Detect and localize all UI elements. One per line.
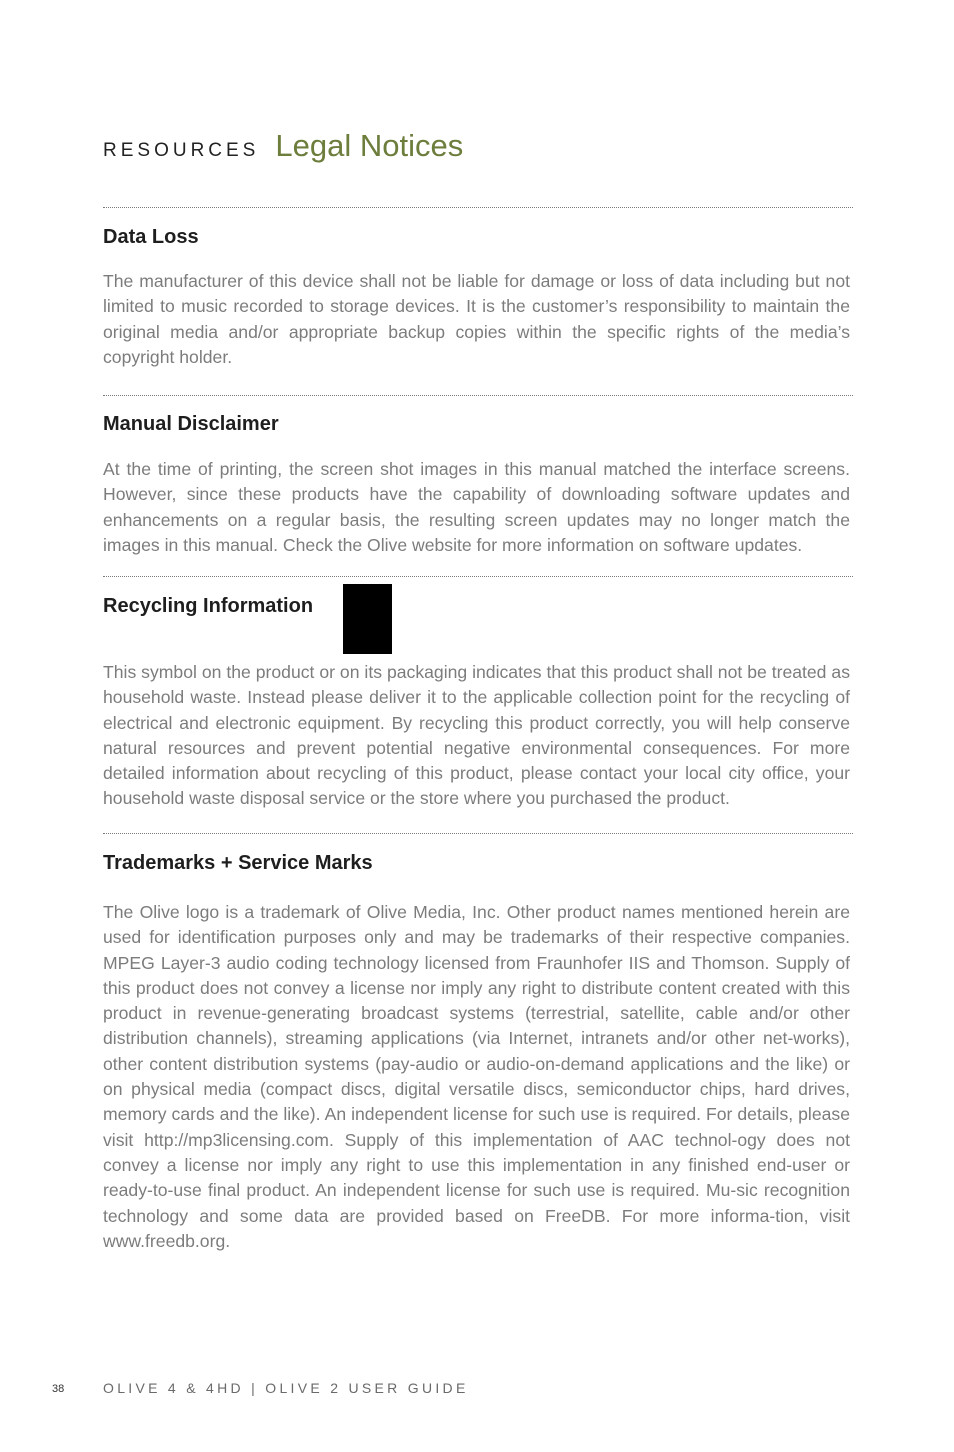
page-title: Legal Notices: [275, 128, 464, 163]
section-body-recycling: This symbol on the product or on its packaging indicates that this product shall not be treated as household waste. Instead please deliver it to the applicable collection point for the recycling of electrical and electronic equipment. By recycling this product correctly, you will help conserve natural resources and prevent potential negative environmental consequences. For more detailed information about recycling of this product, please contact your local city office, your household waste disposal service or the store where you purchased the product.: [103, 662, 850, 809]
section-title-trademarks: Trademarks + Service Marks: [103, 852, 373, 874]
page-number: 38: [52, 1383, 65, 1395]
page-header: [103, 128, 463, 164]
footer-guide-title: OLIVE 4 & 4HD | OLIVE 2 USER GUIDE: [103, 1380, 469, 1396]
section-body-manual-disclaimer: At the time of printing, the screen shot images in this manual matched the interface screens. However, since these products have the capability of downloading software updates and enhancements on a regular basis, the resulting screen updates may no longer match the images in this manual. Check the Olive website for more information on software updates.: [103, 459, 850, 555]
section-eyebrow: RESOURCES: [103, 140, 260, 161]
divider: [103, 576, 853, 577]
section-title-data-loss: Data Loss: [103, 226, 199, 248]
weee-crossed-bin-icon: [343, 584, 392, 654]
section-title-manual-disclaimer: Manual Disclaimer: [103, 413, 279, 435]
section-body-data-loss: The manufacturer of this device shall not be liable for damage or loss of data including but not limited to music recorded to storage devices. It is the customer’s responsibility to maintain the original media and/or appropriate backup copies within the specific rights of the media’s copyright holder.: [103, 271, 850, 367]
divider: [103, 207, 853, 208]
divider: [103, 833, 853, 834]
section-body-trademarks: The Olive logo is a trademark of Olive Media, Inc. Other product names mentioned herein are used for identification purposes only and may be trademarks of their respective companies. MPEG Layer-3 audio coding technology licensed from Fraunhofer IIS and Thomson. Supply of this product does not convey a license nor imply any right to distribute content created with this product in revenue-generating broadcast systems (terrestrial, satellite, cable and/or other distribution channels), streaming applications (via Internet, intranets and/or other net-works), other content distribution systems (pay-audio or audio-on-demand applications and the like) or on physical media (compact discs, digital versatile discs, semiconductor chips, hard drives, memory cards and the like). An independent license for such use is required. For details, please visit http://mp3licensing.com. Supply of this implementation of AAC technol-ogy does not convey a license nor imply any right to use this implementation in any finished end-user or ready-to-use final product. An independent license for such use is required. Mu-sic recognition technology and some data are provided based on FreeDB. For more informa-tion, visit www.freedb.org.: [103, 902, 850, 1251]
section-title-recycling: Recycling Information: [103, 595, 314, 617]
divider: [103, 395, 853, 396]
